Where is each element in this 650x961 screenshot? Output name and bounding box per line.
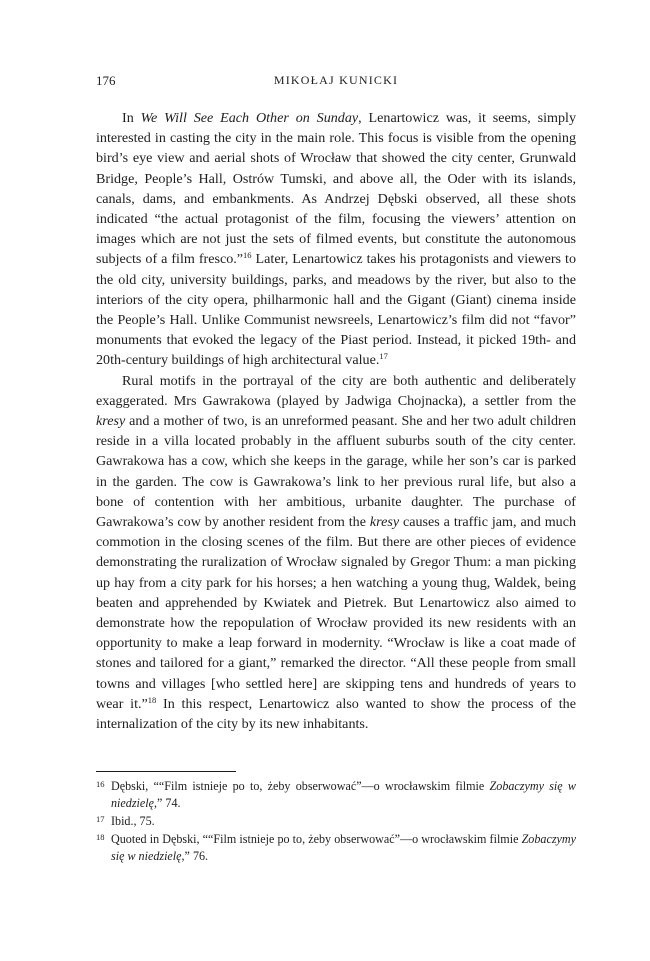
footnote-text — [111, 831, 576, 865]
footnote-ref-16[interactable]: 16 — [243, 250, 252, 261]
footnote-text — [111, 778, 576, 812]
text-span: Ibid., 75. — [111, 814, 155, 828]
text-span: Quoted in Dębski, ““Film istnieje po to, żeby obserwować”—o wrocławskim filmie — [111, 832, 522, 846]
italic-term: kresy — [96, 413, 126, 430]
footnote-text — [111, 813, 576, 830]
footnote-ref-18[interactable]: 18 — [147, 694, 157, 705]
page-header — [96, 73, 576, 93]
footnote-ref-17[interactable]: 17 — [379, 351, 388, 362]
footnote-number: 18 — [96, 832, 105, 842]
paragraph-2 — [96, 371, 576, 735]
footnote-16 — [96, 778, 576, 812]
footnotes — [96, 778, 576, 866]
footnote-18 — [96, 831, 576, 865]
paragraph-1 — [96, 108, 576, 371]
body-text — [96, 108, 576, 734]
footnote-rule — [96, 771, 236, 772]
text-span: Dębski, ““Film istnieje po to, żeby obserwować”—o wrocławskim filmie — [111, 779, 490, 793]
text-span: In this respect, Lenartowicz also wanted to show the process of the internalization of the city by its new inhabitants. — [96, 695, 576, 733]
text-span: ,” 74. — [153, 796, 181, 810]
text-span: and a mother of two, is an unreformed peasant. She and her two adult children reside in a villa located probably in the affluent suburbs south of the city center. Gawrakowa has a cow, which she keeps in the garage, while her son’s car is parked in the garden. The cow is Gawrakowa’s link to her previous rural life, but also a bone of contention with her ambitious, urbanite daughter. The purchase of Gawrakowa’s cow by another resident from the — [96, 413, 576, 531]
page-number: 176 — [96, 73, 116, 88]
text-span: Later, Lenartowicz takes his protagonists and viewers to the old city, university buildings, parks, and meadows by the river, but also to the interiors of the city opera, philharmonic hall and the Gigant (Giant) cinema inside the People’s Hall. Unlike Communist newsreels, Lenartowicz’s film did not “favor” monuments that evoked the legacy of the Piast period. Instead, it picked 19th- and 20th-century buildings of high architectural value. — [96, 251, 576, 369]
italic-title: Zobaczymy się w niedzielę — [111, 832, 576, 863]
film-title: We Will See Each Other on Sunday — [140, 110, 359, 126]
text-span: Rural motifs in the portrayal of the city are both authentic and deliberately exaggerated. Mrs Gawrakowa (played by Jadwiga Chojnacka), a settler from the — [96, 372, 576, 409]
text-span: ,” 76. — [181, 849, 209, 863]
footnote-17 — [96, 813, 576, 830]
text-span: , Lenartowicz was, it seems, simply interested in casting the city in the main role. This focus is visible from the opening bird’s eye view and aerial shots of Wrocław that showed the city center, Grunwald Bridge, People’s Hall, Ostrów Tumski, and above all, the Oder with its islands, canals, dams, and embankments. As Andrzej Dębski observed, all these shots indicated “the actual protagonist of the film, focusing the viewers’ attention on images which are not just the sets of filmed events, but constitute the autonomous subjects of a film fresco.” — [96, 110, 577, 268]
footnote-number: 17 — [96, 814, 105, 824]
italic-title: Zobaczymy się w niedzielę — [111, 779, 576, 810]
text-span: causes a traffic jam, and much commotion in the closing scenes of the film. But there are other pieces of evidence demonstrating the ruralization of Wrocław signaled by Gregor Thum: a man picking up hay from a city park for his horses; a hen watching a young thug, Waldek, being beaten and apprehended by Kwiatek and Pietrek. But Lenartowicz also aimed to demonstrate how the repopulation of Wrocław provided its new residents with an opportunity to make a leap forward in modernity. “Wrocław is like a coat made of stones and tailored for a giant,” remarked the director. “All these people from small towns and villages [who settled here] are skipping tens and hundreds of years to wear it.” — [96, 514, 577, 712]
text-span: In — [122, 110, 141, 126]
running-head: MIKOŁAJ KUNICKI — [273, 73, 399, 87]
italic-term: kresy — [369, 514, 400, 531]
footnote-number: 16 — [96, 779, 105, 789]
